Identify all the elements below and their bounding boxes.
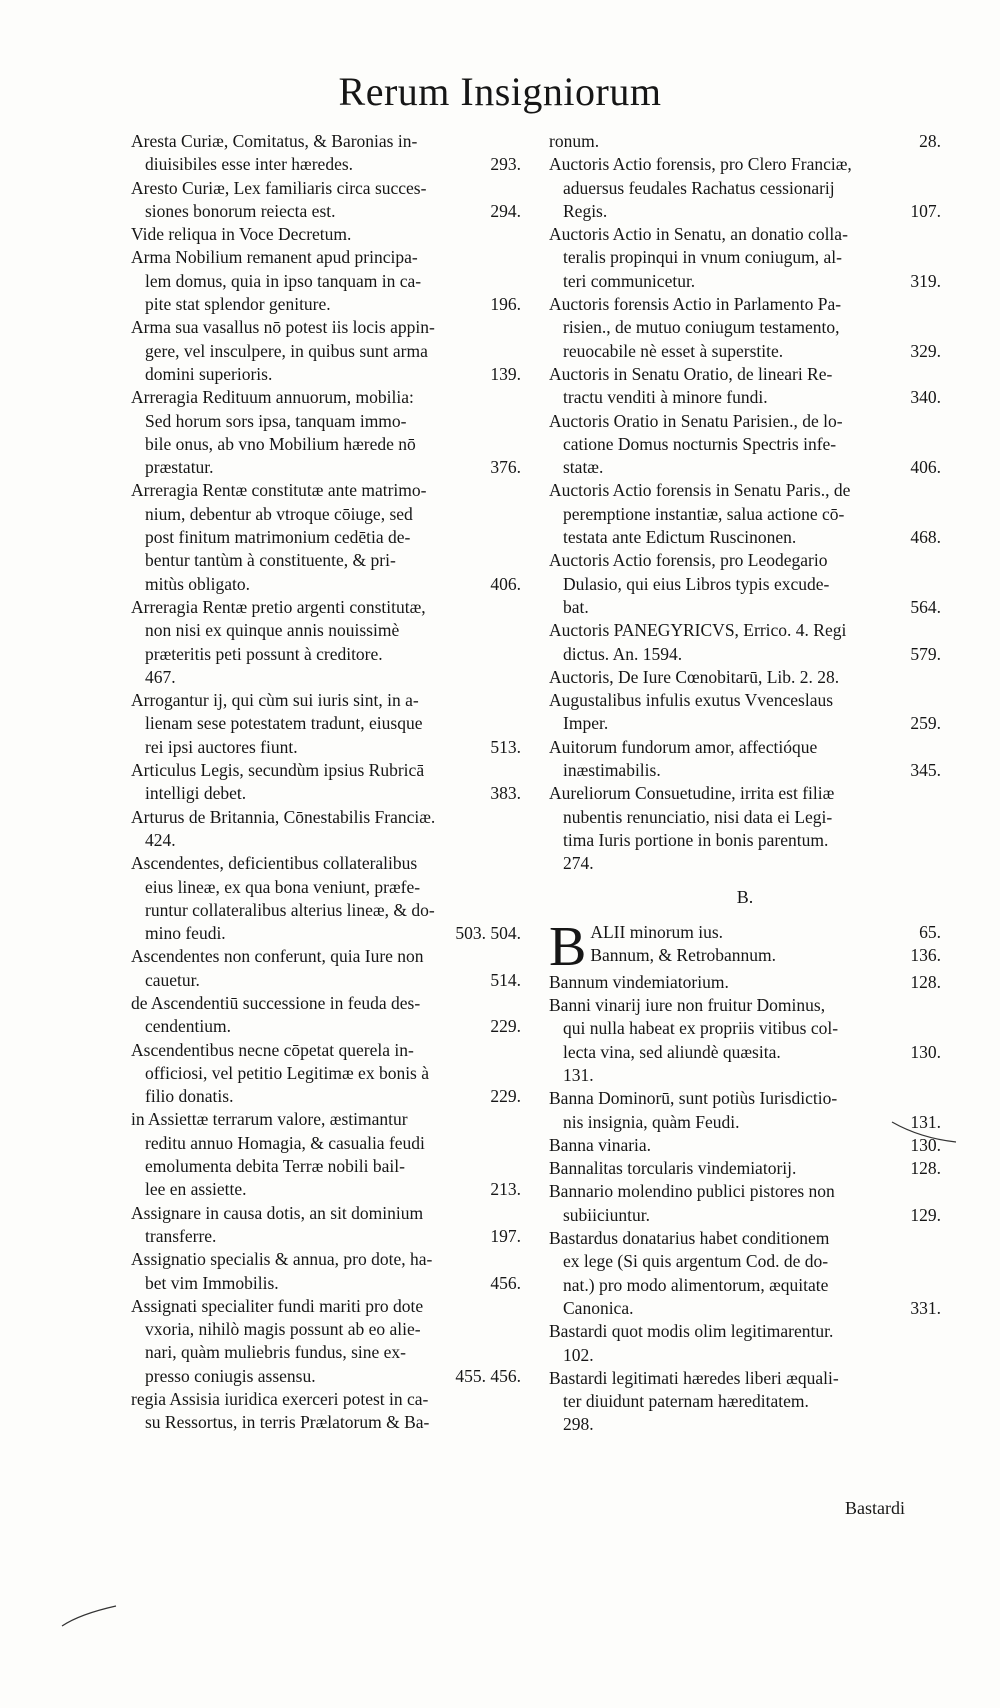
index-entry: [131, 316, 521, 386]
entry-line: tractu venditi à minore fundi. 340.: [563, 387, 941, 408]
entry-line: Bannalitas torcularis vindemiatorij. 128.: [549, 1158, 941, 1179]
margin-pen-mark: [890, 1118, 960, 1148]
entry-line: pite stat splendor geniture. 196.: [145, 294, 521, 315]
index-entry: [549, 363, 941, 410]
entry-line: 131.: [563, 1064, 594, 1085]
entry-line: nari, quàm muliebris fundus, sine ex-: [145, 1342, 406, 1363]
entry-line: Imper. 259.: [563, 713, 941, 734]
index-entry: [131, 246, 521, 316]
entry-line: gere, vel insculpere, in quibus sunt arma: [145, 340, 428, 361]
entry-line: Auctoris Actio forensis in Senatu Paris., de: [549, 480, 851, 501]
section-b-first-lines: [549, 921, 941, 968]
entry-line: mino feudi. 503. 504.: [145, 923, 521, 944]
entry-line: catione Domus nocturnis Spectris infe-: [563, 433, 837, 454]
entry-line: domini superioris. 139.: [145, 363, 521, 384]
entry-line: Auctoris, De Iure Cœnobitarū, Lib. 2. 28.: [549, 666, 840, 687]
catchword: Bastardi: [845, 1498, 905, 1518]
index-entry: [549, 994, 941, 1087]
entry-line: lee en assiette. 213.: [145, 1179, 521, 1200]
index-entry: [131, 1202, 521, 1249]
section-b-entries: [549, 971, 941, 1437]
index-entry: [131, 223, 521, 246]
index-entry: [549, 971, 941, 994]
index-entry: [549, 1134, 941, 1157]
entry-line: præteritis peti possunt à creditore.: [145, 643, 383, 664]
entry-line: bentur tantùm à constituente, & pri-: [145, 550, 396, 571]
index-entry: [131, 1295, 521, 1388]
index-entry: [549, 223, 941, 293]
section-b-first-entry: [549, 915, 941, 978]
entry-line: Bannum vindemiatorium. 128.: [549, 971, 941, 992]
entry-line: nat.) pro modo alimentorum, æquitate: [563, 1274, 829, 1295]
index-entry: [131, 992, 521, 1039]
index-entry: [549, 619, 941, 666]
index-entry: [549, 1087, 941, 1134]
entry-line: Ascendentes non conferunt, quia Iure non: [131, 946, 424, 967]
entry-line: Auctoris forensis Actio in Parlamento Pa-: [549, 294, 842, 315]
right-entries: [549, 130, 941, 876]
entry-line: 424.: [145, 829, 176, 850]
entry-line: Ascendentes, deficientibus collateralibus: [131, 853, 418, 874]
entry-line: Banna vinaria. 130.: [549, 1134, 941, 1155]
entry-line: Aresto Curiæ, Lex familiaris circa succes-: [131, 177, 427, 198]
index-entry: [131, 1248, 521, 1295]
entry-line: tima Iuris portione in bonis parentum.: [563, 829, 829, 850]
page-title: Rerum Insigniorum: [338, 69, 662, 114]
entry-line: eius lineæ, ex qua bona veniunt, præfe-: [145, 876, 421, 897]
index-entry: [131, 689, 521, 759]
entry-line: qui nulla habeat ex propriis vitibus col-: [563, 1018, 839, 1039]
entry-line: inæstimabilis. 345.: [563, 760, 941, 781]
entry-line: 274.: [563, 853, 594, 874]
entry-line: Vide reliqua in Voce Decretum.: [131, 224, 352, 245]
entry-line: Bannum, & Retrobannum. 136.: [590, 945, 941, 966]
entry-line: Arrogantur ij, qui cùm sui iuris sint, in a-: [131, 690, 419, 711]
entry-line: dictus. An. 1594. 579.: [563, 643, 941, 664]
index-entry: [131, 479, 521, 595]
index-entry: [131, 130, 521, 177]
entry-line: runtur collateralibus alterius lineæ, & do-: [145, 899, 435, 920]
index-entry: [549, 782, 941, 875]
entry-line: lienam sese potestatem tradunt, eiusque: [145, 713, 423, 734]
entry-line: ter diuidunt paternam hæreditatem.: [563, 1391, 809, 1412]
entry-line: Arreragia Redituum annuorum, mobilia:: [131, 387, 414, 408]
entry-line: Canonica. 331.: [563, 1297, 941, 1318]
entry-line: peremptione instantiæ, salua actione cō-: [563, 503, 845, 524]
entry-line: teri communicetur. 319.: [563, 270, 941, 291]
entry-line: Arma Nobilium remanent apud principa-: [131, 247, 418, 268]
entry-line: bile onus, ab vno Mobilium hærede nō: [145, 433, 416, 454]
entry-line: Auctoris Actio in Senatu, an donatio colla-: [549, 224, 848, 245]
entry-line: lem domus, quia in ipso tanquam in ca-: [145, 270, 422, 291]
entry-line: Ascendentibus necne cōpetat querela in-: [131, 1039, 414, 1060]
entry-line: cauetur. 514.: [145, 969, 521, 990]
index-entry: [549, 1320, 941, 1367]
entry-line: præstatur. 376.: [145, 457, 521, 478]
entry-line: Bastardus donatarius habet conditionem: [549, 1228, 830, 1249]
entry-line: Arma sua vasallus nō potest iis locis appin-: [131, 317, 435, 338]
index-entry: [131, 759, 521, 806]
entry-line: Assignatio specialis & annua, pro dote, ha-: [131, 1249, 433, 1270]
entry-line: regia Assisia iuridica exerceri potest in ca-: [131, 1389, 429, 1410]
entry-line: siones bonorum reiecta est. 294.: [145, 200, 521, 221]
entry-line: presso coniugis assensu. 455. 456.: [145, 1365, 521, 1386]
entry-line: Bastardi legitimati hæredes liberi æquali-: [549, 1367, 839, 1388]
entry-line: bet vim Immobilis. 456.: [145, 1272, 521, 1293]
index-entry: [131, 1039, 521, 1109]
entry-line: transferre. 197.: [145, 1225, 521, 1246]
entry-line: lecta vina, sed aliundè quæsita. 130.: [563, 1041, 941, 1062]
entry-line: Assignati specialiter fundi mariti pro dote: [131, 1295, 424, 1316]
entry-line: de Ascendentiū successione in feuda des-: [131, 992, 421, 1013]
entry-line: Auctoris Actio forensis, pro Clero Franciæ,: [549, 154, 852, 175]
entry-line: in Assiettæ terrarum valore, æstimantur: [131, 1109, 408, 1130]
index-entry: [549, 410, 941, 480]
index-entry: [131, 1388, 521, 1435]
entry-line: su Ressortus, in terris Prælatorum & Ba-: [145, 1412, 430, 1433]
entry-line: cendentium. 229.: [145, 1016, 521, 1037]
index-entry: [549, 736, 941, 783]
entry-line: nubentis renunciatio, nisi data ei Legi-: [563, 806, 833, 827]
entry-line: diuisibiles esse inter hæredes. 293.: [145, 154, 521, 175]
entry-line: rei ipsi auctores fiunt. 513.: [145, 736, 521, 757]
index-entry: [549, 479, 941, 549]
entry-line: ex lege (Si quis argentum Cod. de do-: [563, 1251, 829, 1272]
entry-line: Bannario molendino publici pistores non: [549, 1181, 835, 1202]
margin-pen-mark: [60, 1600, 120, 1630]
section-heading-b: B.: [736, 886, 754, 907]
index-entry: [131, 945, 521, 992]
entry-line: post finitum matrimonium cedētia de-: [145, 527, 411, 548]
index-entry: [131, 596, 521, 689]
entry-line: mitùs obligato. 406.: [145, 573, 521, 594]
entry-line: testata ante Edictum Ruscinonen. 468.: [563, 527, 941, 548]
entry-line: emolumenta debita Terræ nobili bail-: [145, 1156, 405, 1177]
index-entry: [549, 293, 941, 363]
index-entry: [549, 549, 941, 619]
entry-line: nis insignia, quàm Feudi. 131.: [563, 1111, 941, 1132]
entry-line: teralis propinqui in vnum coniugum, al-: [563, 247, 842, 268]
entry-line: Bastardi quot modis olim legitimarentur.: [549, 1321, 834, 1342]
entry-line: Auctoris in Senatu Oratio, de lineari Re-: [549, 363, 833, 384]
entry-line: reditu annuo Homagia, & casualia feudi: [145, 1132, 425, 1153]
entry-line: non nisi ex quinque annis nouissimè: [145, 620, 400, 641]
entry-line: Regis. 107.: [563, 200, 941, 221]
index-entry: [549, 1367, 941, 1437]
left-column: [131, 130, 521, 1435]
entry-line: Arreragia Rentæ pretio argenti constitutæ,: [131, 596, 426, 617]
index-entry: [131, 177, 521, 224]
entry-line: subiiciuntur. 129.: [563, 1204, 941, 1225]
entry-line: Auctoris PANEGYRICVS, Errico. 4. Regi: [549, 620, 847, 641]
entry-line: Sed horum sors ipsa, tanquam immo-: [145, 410, 407, 431]
entry-line: ronum. 28.: [549, 131, 941, 151]
entry-line: Auitorum fundorum amor, affectióque: [549, 736, 818, 757]
entry-line: aduersus feudales Rachatus cessionarij: [563, 177, 835, 198]
entry-line: Aureliorum Consuetudine, irrita est filiæ: [549, 783, 835, 804]
index-entry: [549, 689, 941, 736]
index-entry: [549, 1227, 941, 1320]
index-entry: [131, 1108, 521, 1201]
entry-line: ALII minorum ius. 65.: [590, 921, 941, 942]
index-entry: [131, 386, 521, 479]
entry-line: Aresta Curiæ, Comitatus, & Baronias in-: [131, 131, 418, 151]
index-entry: [131, 852, 521, 945]
right-column: [549, 130, 941, 1437]
entry-line: filio donatis. 229.: [145, 1086, 521, 1107]
entry-line: 102.: [563, 1344, 594, 1365]
entry-line: 298.: [563, 1414, 594, 1435]
entry-line: nium, debentur ab vtroque cōiuge, sed: [145, 503, 413, 524]
index-entry: [549, 1180, 941, 1227]
entry-line: statæ. 406.: [563, 457, 941, 478]
entry-line: vxoria, nihilò magis possunt ab eo alie-: [145, 1319, 421, 1340]
entry-line: Arreragia Rentæ constitutæ ante matrimo-: [131, 480, 427, 501]
index-entry: [549, 153, 941, 223]
index-entry: [549, 1157, 941, 1180]
entry-line: Arturus de Britannia, Cōnestabilis Franciæ.: [131, 806, 436, 827]
index-entry: [549, 666, 941, 689]
entry-line: risien., de mutuo coniugum testamento,: [563, 317, 840, 338]
entry-line: Assignare in causa dotis, an sit dominium: [131, 1202, 424, 1223]
entry-line: Auctoris Actio forensis, pro Leodegario: [549, 550, 828, 571]
dropcap-letter: B: [549, 915, 587, 978]
entry-line: Articulus Legis, secundùm ipsius Rubricā: [131, 760, 425, 781]
entry-line: Banna Dominorū, sunt potiùs Iurisdictio-: [549, 1088, 838, 1109]
entry-line: Dulasio, qui eius Libros typis excude-: [563, 573, 830, 594]
entry-line: reuocabile nè esset à superstite. 329.: [563, 340, 941, 361]
entry-line: Augustalibus infulis exutus Vvenceslaus: [549, 690, 834, 711]
entry-line: 467.: [145, 666, 176, 687]
entry-line: Banni vinarij iure non fruitur Dominus,: [549, 995, 826, 1016]
entry-line: officiosi, vel petitio Legitimæ ex bonis à: [145, 1062, 430, 1083]
entry-line: bat. 564.: [563, 596, 941, 617]
index-entry: [549, 130, 941, 153]
entry-line: Auctoris Oratio in Senatu Parisien., de lo-: [549, 410, 843, 431]
index-entry: [131, 806, 521, 853]
entry-line: intelligi debet. 383.: [145, 783, 521, 804]
